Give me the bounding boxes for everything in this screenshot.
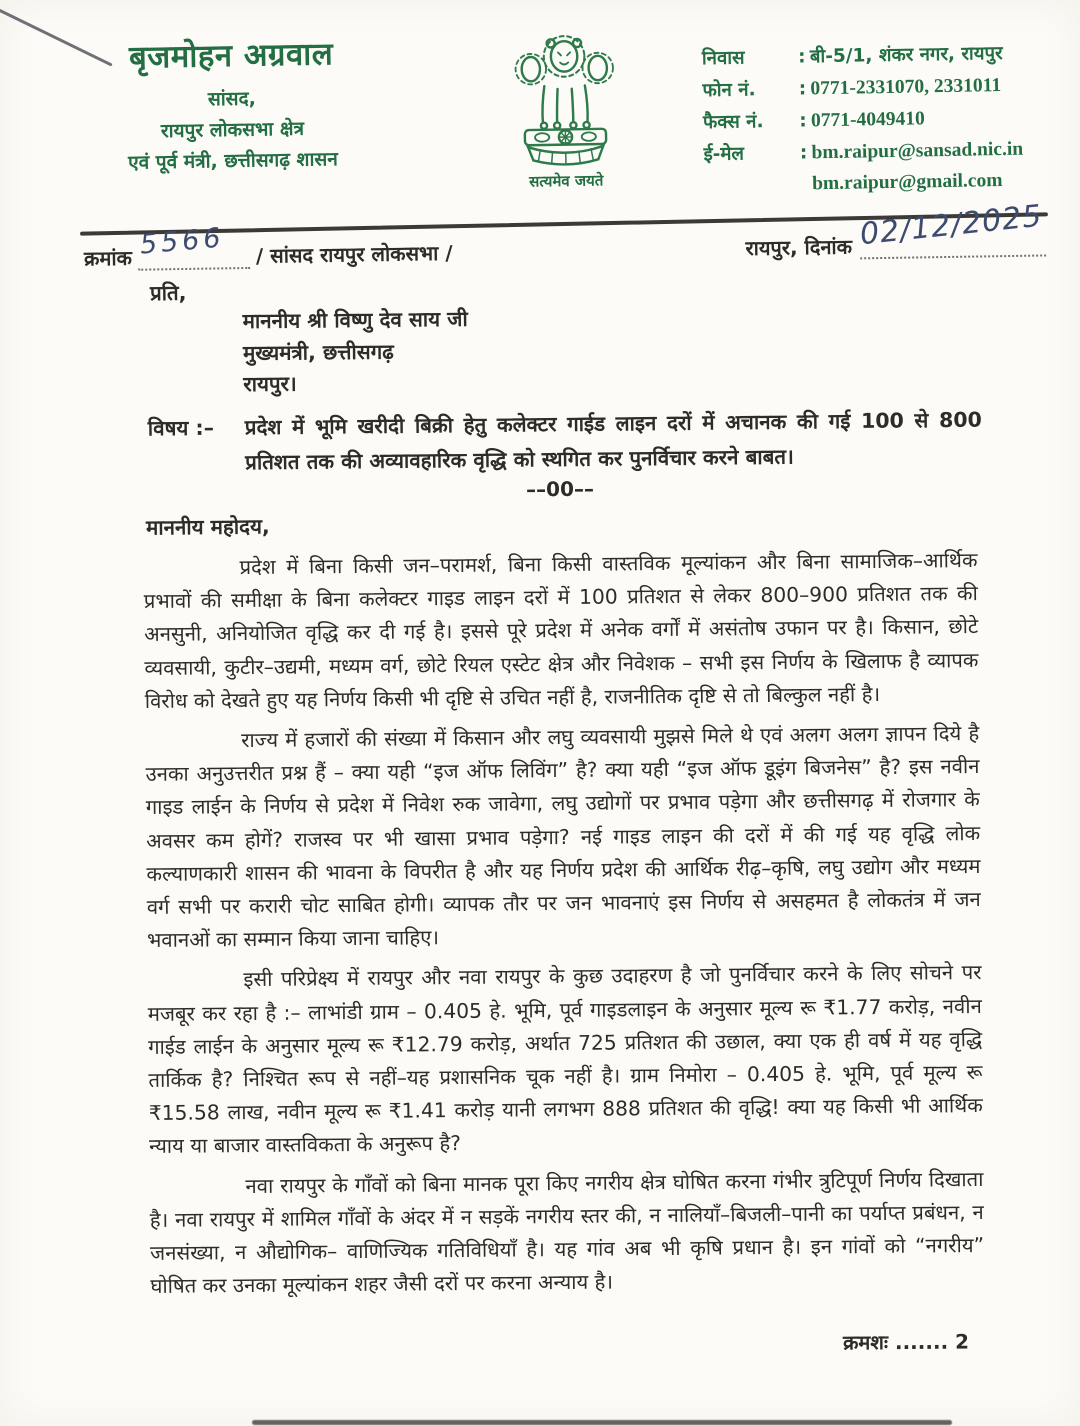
sender-name: बृजमोहन अग्रवाल [128, 36, 334, 76]
contact-row-email-secondary [812, 165, 1072, 200]
sender-title-line: एवं पूर्व मंत्री, छत्तीसगढ़ शासन [127, 148, 339, 174]
scan-smudge [252, 1420, 952, 1425]
contact-colon: : [798, 78, 807, 100]
contact-value: 0771-2331070, 2331011 [810, 75, 1002, 100]
emblem-motto: सत्यमेव जयते [529, 171, 604, 191]
letterhead-sender-block [45, 31, 419, 180]
section-separator: ––00–– [525, 476, 595, 502]
body-paragraph: इसी परिप्रेक्ष्य में रायपुर और नवा रायपुर के कुछ उदाहरण है जो पुनर्विचार करने के लिए सोचने पर मजबूर कर रहा है :– लाभांडी ग्राम – 0.405 हे. भूमि, पूर्व गाइडलाइन के अनुसार मूल्य रू ₹1.77 करोड़, नवीन गाईड लाईन के अनुसार मूल्य रू ₹12.79 करोड़, अर्थात 725 प्रतिशत की उछाल, क्या एक ही वर्ष में यह वृद्धि तार्किक है? निश्चित रूप से नहीं–यह प्रशासनिक चूक नहीं है। ग्राम निमोरा – 0.405 हे. भूमि, पूर्व मूल्य रू ₹15.58 लाख, नवीन मूल्य रू ₹1.41 करोड़ यानी लगभग 888 प्रतिशत की वृद्धि! क्या यह किसी भी आर्थिक न्याय या बाजार वास्तविकता के अनुरूप है? [147, 960, 983, 1159]
recipient-block [243, 304, 469, 401]
contact-value: bm.raipur@gmail.com [811, 169, 1003, 195]
contact-label: ई-मेल [703, 143, 745, 166]
subject-block [148, 403, 983, 481]
salutation: माननीय महोदय, [145, 514, 270, 540]
recipient-line: मुख्यमंत्री, छत्तीसगढ़ [242, 339, 394, 365]
national-emblem [491, 27, 640, 193]
contact-value: 0771-4049410 [810, 108, 925, 132]
body-paragraph: राज्य में हजारों की संख्या में किसान और लघु व्यवसायी मुझसे मिले थे एवं अलग अलग ज्ञापन दिये है उनका अनुउत्तरीत प्रश्न हैं – क्या यही “इज ऑफ लिविंग” है? क्या यही “इज ऑफ डूइंग बिजनेस” है? इस नवीन गाइड लाईन के निर्णय से प्रदेश में निवेश रुक जावेगा, लघु उद्योगों पर प्रभाव पड़ेगा और छत्तीसगढ़ में रोजगार के अवसर कम होगें? राजस्व पर भी खासा प्रभाव पड़ेगा? नई गाइड लाइन की दरों में की गई यह वृद्धि लोक कल्याणकारी शासन की भावना के विपरीत है और यह निर्णय प्रदेश की आर्थिक रीढ़–कृषि, लघु उद्योग और मध्यम वर्ग सभी पर करारी चोट साबित होगी। व्यापक तौर पर जन भावनाएं इस निर्णय से असहमत है लोकतंत्र में जन भवानओं का सम्मान किया जाना चाहिए। [145, 721, 981, 953]
sender-title-line: रायपुर लोकसभा क्षेत्र [160, 117, 305, 143]
contact-label: फैक्स नं. [702, 111, 764, 134]
reference-office-suffix: / सांसद रायपुर लोकसभा / [255, 240, 453, 268]
continuation-note: क्रमशः ....... 2 [842, 1329, 970, 1355]
to-label: प्रति, [149, 280, 187, 306]
date-field [858, 198, 1046, 259]
contact-label: फोन नं. [702, 79, 756, 102]
contact-colon: : [799, 110, 807, 132]
place-date-label: रायपुर, दिनांक [745, 234, 853, 261]
contact-value: बी-5/1, शंकर नगर, रायपुर [809, 42, 1003, 68]
contact-label: निवास [701, 47, 745, 70]
body-paragraph: प्रदेश में बिना किसी जन–परामर्श, बिना किसी वास्तविक मूल्यांकन और बिना सामाजिक–आर्थिक प्रभावों की समीक्षा के बिना कलेक्टर गाइड लाइन दरों में 100 प्रतिशत से लेकर 800–900 प्रतिशत तक की अनसुनी, अनियोजित वृद्धि कर दी गई है। इससे पूरे प्रदेश में अनेक वर्गों में असंतोष उफान पर है। किसान, छोटे व्यवसायी, कुटीर–उद्यमी, मध्यम वर्ग, छोटे रियल एस्टेट क्षेत्र और निवेशक – सभी इस निर्णय के खिलाफ है व्यापक विरोध को देखते हुए यह निर्णय किसी भी दृष्टि से उचित नहीं है, राजनीतिक दृष्टि से तो बिल्कुल नहीं है। [143, 548, 979, 713]
reference-row [83, 198, 1046, 271]
contact-value: bm.raipur@sansad.nic.in [811, 138, 1024, 164]
letterhead-contact-block [702, 37, 1073, 201]
handwritten-reference-number: 5566 [138, 222, 226, 261]
subject-label: विषय :– [147, 415, 215, 441]
body-paragraph: नवा रायपुर के गाँवों को बिना मानक पूरा किए नगरीय क्षेत्र घोषित करना गंभीर त्रुटिपूर्ण निर्णय दिखाता है। नवा रायपुर में शामिल गाँवों के अंदर में न सड़कें नगरीय स्तर की, न नालियाँ–बिजली–पानी का पर्याप्त प्रबंधन, न जनसंख्या, न औद्योगिक– वाणिज्यिक गतिविधियाँ है। यह गांव अब भी कृषि प्रधान है। इन गांवों को “नगरीय” घोषित कर उनका मूल्यांकन शहर जैसी दरों पर करना अन्याय है। [149, 1166, 985, 1299]
contact-colon: : [798, 46, 806, 68]
national-emblem-icon [502, 27, 628, 171]
recipient-line: रायपुर। [243, 371, 297, 397]
reference-number-label: क्रमांक [83, 245, 133, 271]
subject-text: प्रदेश में भूमि खरीदी बिक्री हेतु कलेक्टर गाईड लाइन दरों में अचानक की गई 100 से 800 प्रतिशत तक की अव्यावहारिक वृद्धि को स्थगित कर पुनर्विचार करने बाबत। [244, 407, 982, 474]
handwritten-date: 02/12/2025 [858, 198, 1044, 253]
reference-number-field [138, 222, 250, 271]
letter-body [143, 544, 984, 1310]
contact-colon: : [799, 142, 808, 164]
sender-title-line: सांसद, [207, 87, 257, 111]
recipient-line: माननीय श्री विष्णु देव साय जी [242, 306, 468, 334]
